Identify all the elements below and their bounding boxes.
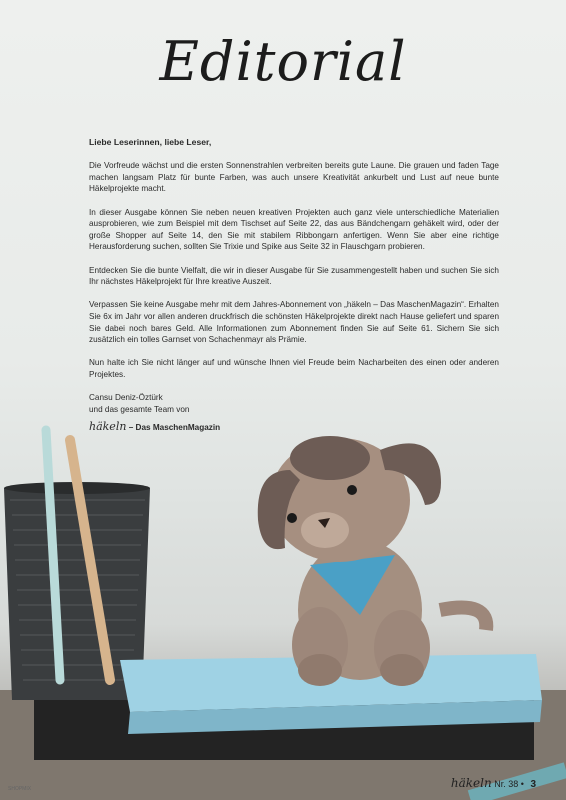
page-footer — [451, 776, 536, 790]
footer-separator: • — [520, 779, 524, 789]
crochet-dog — [258, 436, 487, 686]
greeting: Liebe Leserinnen, liebe Leser, — [89, 137, 212, 147]
paragraph: Entdecken Sie die bunte Vielfalt, die wir in dieser Ausgabe für Sie zusammengestellt haben und suchen Sie sich Ihr nächstes Häkelprojekt für Ihre kreative Auszeit. — [89, 265, 499, 287]
footer-brand: häkeln — [450, 776, 492, 790]
paragraph: Die Vorfreude wächst und die ersten Sonnenstrahlen verbreiten bereits gute Laune. Die grauen und faden Tage machen langsam Platz für bunte Farben, was auch unsere Kreativität ankurbelt und Lust auf neue bunte Häkelprojekte macht. — [89, 161, 499, 194]
brand-script: häkeln — [89, 420, 127, 434]
signature-team: und das gesamte Team von — [89, 404, 190, 414]
editorial-text — [89, 137, 499, 434]
page-title: Editorial — [159, 30, 407, 93]
paragraph: In dieser Ausgabe können Sie neben neuen kreativen Projekten auch ganz viele unterschiedliche Materialien ausprobieren, wie zum Beispiel mit dem Tischset auf Seite 22, das aus Bändchengarn gehäkelt wird, oder der große Shopper auf Seite 14, den Sie mit stabilem Ribbongarn anfertigen. Wenn Sie aber eine richtige Herausforderung suchen, sollten Sie Trixie und Spike aus Seite 32 in Flauschgarn probieren. — [89, 207, 499, 252]
page-number: 3 — [530, 779, 536, 790]
paragraph: Verpassen Sie keine Ausgabe mehr mit dem Jahres-Abonnement von „häkeln – Das MaschenMagazin“. Erhalten Sie 6x im Jahr vor allen anderen druckfrisch die schönsten Häkelprojekte direkt nach Hause geliefert und sparen Sie dabei noch bares Geld. Alle Informationen zum Abonnement finden Sie auf Seite 61. Sichern Sie sich zusätzlich ein tolles Garnset von Schachenmayr als Prämie. — [89, 300, 499, 345]
photo-credit: SHOPMIX — [8, 786, 32, 792]
dog-eye — [287, 513, 297, 523]
signature-name: Cansu Deniz-Öztürk — [89, 393, 163, 403]
brand-name: – Das MaschenMagazin — [126, 423, 221, 433]
issue-number: Nr. 38 — [494, 779, 519, 789]
paragraph: Nun halte ich Sie nicht länger auf und wünsche Ihnen viel Freude beim Nacharbeiten des einen oder anderen Projektes. — [89, 358, 499, 379]
dog-eye — [347, 485, 357, 495]
signature — [89, 392, 499, 434]
